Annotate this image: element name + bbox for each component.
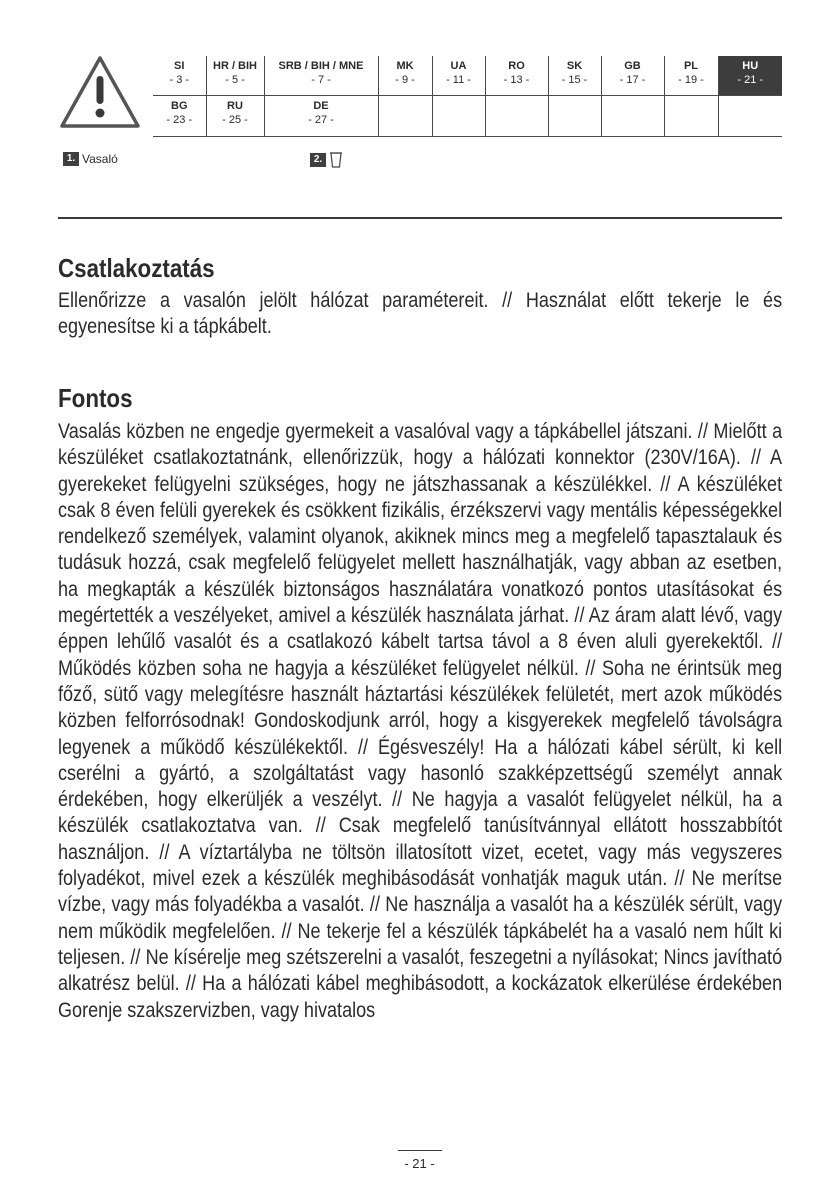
empty-cell — [601, 96, 664, 137]
empty-cell — [718, 96, 782, 137]
language-cell[interactable]: RO - 13 - — [485, 56, 548, 96]
legend-item-cup — [310, 152, 343, 168]
warning-triangle-icon — [58, 54, 142, 130]
language-index-table — [153, 56, 782, 137]
language-row — [153, 96, 782, 137]
language-cell[interactable]: SK - 15 - — [548, 56, 601, 96]
language-cell[interactable]: UA - 11 - — [432, 56, 485, 96]
language-cell[interactable]: GB - 17 - — [601, 56, 664, 96]
empty-cell — [432, 96, 485, 137]
section-text: Vasalás közben ne engedje gyermekeit a vasalóval vagy a tápkábellel játszani. // Mielőtt a készüléket csatlakoztatnánk, ellenőrizzük, hogy a hálózati konnektor (230V/16A). // A gyerekeket felügyelni szükséges, hogy ne játszhassanak a készülékkel. // A készüléket csak 8 éven felüli gyerekek és csökkent fizikális, érzékszervi vagy mentális képességekkel rendelkező személyek, valamint olyanok, akiknek mincs meg a megfelelő tapasztalauk és tudásuk hozzá, csak megfelelő felügyelet mellett használhatják, vagy abban az esetben, ha megkapták a készülék biztonságos használatára vonatkozó pontos utasításokat és megértették a veszélyeket, amivel a készülék használata járhat. // Az áram alatt lévő, vagy éppen lehűlő vasalót és a csatlakozó kábelt tartsa távol a 8 éven aluli gyerekektől. // Működés közben soha ne hagyja a készüléket felügyelet nélkül. // Soha ne érintsük meg főző, sütő vagy melegítésre használt háztartási készülékek felületét, mert azok működés közben felforrósodnak! Gondoskodjunk arról, hogy a kisgyerekek megfelelő távolságra legyenek a működő készülékektől. // Égésveszély! Ha a hálózati kábel sérült, ki kell cserélni a gyártó, a szolgáltatást vagy hasonló szakképzettségű személyt annak érdekében, hogy elkerüljék a veszélyt. // Ne hagyja a vasalót felügyelet nélkül, ha a készülék csatlakoztatva van. // Csak megfelelő tanúsítvánnyal ellátott hosszabbítót használjon. // A víztartályba ne töltsön illatosított vizet, ecetet, vagy más vegyszeres folyadékot, mivel ezek a készülék meghibásodását vonhatják maguk után. // Ne merítse vízbe, vagy más folyadékba a vasalót. // Ne használja a vasalót ha a készülék sérült, vagy nem működik megfelelően. // Ne tekerje fel a készülék tápkábelét ha a vasaló nem hűlt ki teljesen. // Ne kísérelje meg szétszerelni a vasalót, feszegetni a nyílásokat; Nincs javítható alkatrész belül. // Ha a hálózati kábel meghibásodott, a kockázatok elkerülése érdekében Gorenje szakszervizben, vagy hivatalos — [58, 420, 783, 1022]
language-cell[interactable]: HR / BIH - 5 - — [206, 56, 264, 96]
header-divider — [58, 217, 782, 219]
empty-cell — [664, 96, 718, 137]
section-heading: Fontos — [58, 383, 133, 413]
empty-cell — [485, 96, 548, 137]
language-cell[interactable]: SRB / BIH / MNE - 7 - — [264, 56, 378, 96]
legend-label: Vasaló — [82, 152, 118, 166]
legend-number-badge: 1. — [63, 152, 79, 166]
language-cell-current[interactable]: HU - 21 - — [718, 56, 782, 96]
empty-cell — [378, 96, 432, 137]
language-row — [153, 56, 782, 96]
legend-number-badge: 2. — [310, 153, 326, 167]
empty-cell — [548, 96, 601, 137]
language-cell[interactable]: MK - 9 - — [378, 56, 432, 96]
language-cell[interactable]: RU - 25 - — [206, 96, 264, 137]
section-heading: Csatlakoztatás — [58, 253, 215, 283]
language-cell[interactable]: BG - 23 - — [153, 96, 206, 137]
language-cell[interactable]: SI - 3 - — [153, 56, 206, 96]
legend-item-iron — [63, 152, 118, 166]
measuring-cup-icon — [329, 152, 343, 168]
section-text: Ellenőrizze a vasalón jelölt hálózat paramétereit. // Használat előtt tekerje le és egyenesítse ki a tápkábelt. — [58, 289, 783, 339]
page-number: - 21 - — [404, 1156, 435, 1171]
footer-line — [398, 1150, 442, 1151]
language-cell[interactable]: DE - 27 - — [264, 96, 378, 137]
language-cell[interactable]: PL - 19 - — [664, 56, 718, 96]
